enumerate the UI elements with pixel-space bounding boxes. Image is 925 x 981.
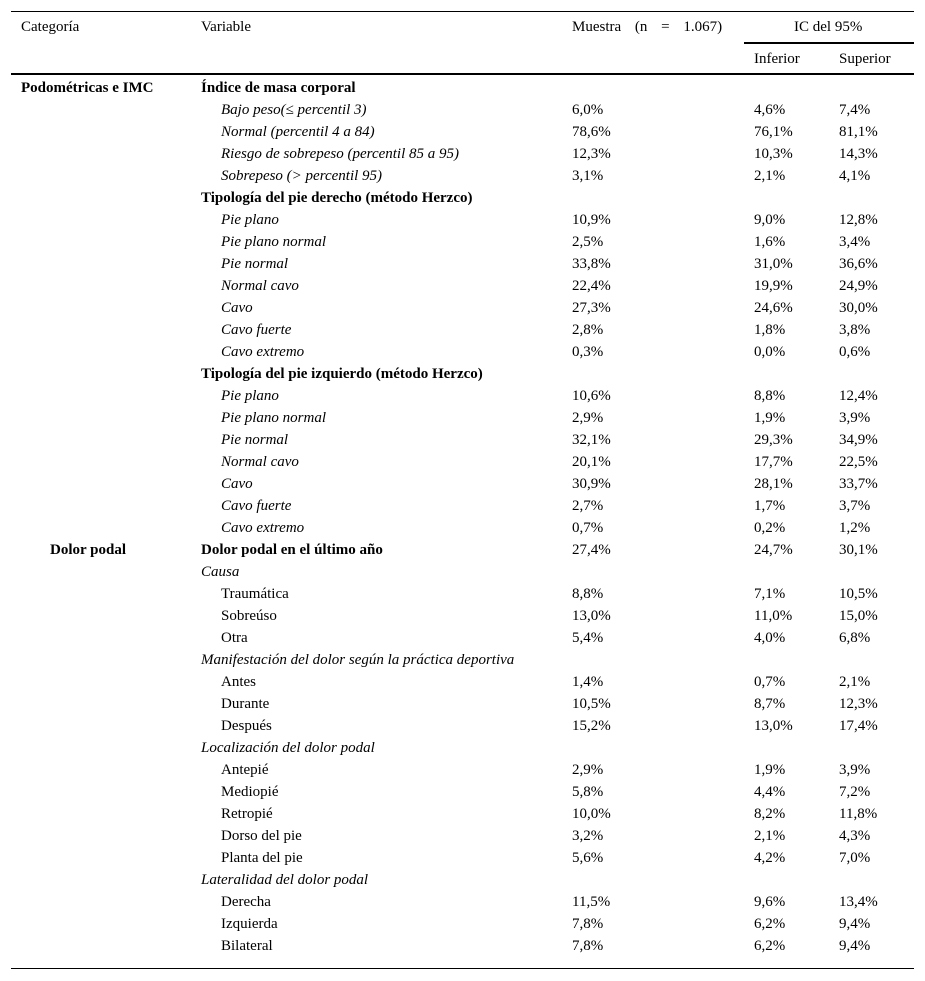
muestra-cell: 32,1% [572,432,611,448]
variable-cell: Mediopié [221,784,279,800]
superior-cell: 3,8% [839,322,871,338]
inferior-cell: 1,7% [754,498,786,514]
table-row [11,363,914,385]
superior-cell: 10,5% [839,586,878,602]
top-rule [11,11,914,12]
muestra-cell: 7,8% [572,938,604,954]
superior-cell: 7,2% [839,784,871,800]
table-row [11,495,914,517]
variable-cell: Antepié [221,762,269,778]
variable-cell: Planta del pie [221,850,303,866]
table-row [11,275,914,297]
table-row [11,605,914,627]
inferior-cell: 1,6% [754,234,786,250]
muestra-cell: 0,7% [572,520,604,536]
table-row [11,561,914,583]
muestra-cell: 30,9% [572,476,611,492]
inferior-cell: 0,7% [754,674,786,690]
header-inferior: Inferior [754,51,800,67]
table-row [11,231,914,253]
variable-cell: Pie plano normal [221,234,326,250]
muestra-cell: 12,3% [572,146,611,162]
ic-rule [744,42,914,44]
variable-cell: Bajo peso(≤ percentil 3) [221,102,367,118]
header-bottom-rule [11,73,914,75]
table-row [11,671,914,693]
table-row [11,385,914,407]
muestra-cell: 2,9% [572,410,604,426]
header-muestra: Muestra (n = 1.067) [572,19,723,35]
superior-cell: 4,3% [839,828,871,844]
muestra-cell: 2,5% [572,234,604,250]
superior-cell: 30,0% [839,300,878,316]
variable-cell: Manifestación del dolor según la práctica deportiva [201,652,515,668]
variable-cell: Después [221,718,272,734]
inferior-cell: 1,9% [754,762,786,778]
muestra-cell: 10,0% [572,806,611,822]
superior-cell: 36,6% [839,256,878,272]
variable-cell: Izquierda [221,916,278,932]
muestra-cell: 0,3% [572,344,604,360]
superior-cell: 3,4% [839,234,871,250]
table-row [11,913,914,935]
superior-cell: 15,0% [839,608,878,624]
variable-cell: Dolor podal en el último año [201,542,383,558]
variable-cell: Normal cavo [221,278,299,294]
superior-cell: 34,9% [839,432,878,448]
superior-cell: 11,8% [839,806,878,822]
superior-cell: 22,5% [839,454,878,470]
muestra-cell: 10,9% [572,212,611,228]
category-cell: Dolor podal [50,542,126,558]
muestra-cell: 10,5% [572,696,611,712]
muestra-cell: 5,4% [572,630,604,646]
table-row [11,341,914,363]
variable-cell: Normal cavo [221,454,299,470]
superior-cell: 0,6% [839,344,871,360]
superior-cell: 81,1% [839,124,878,140]
superior-cell: 3,9% [839,410,871,426]
variable-cell: Cavo [221,300,253,316]
table-row [11,319,914,341]
muestra-cell: 3,2% [572,828,604,844]
inferior-cell: 4,2% [754,850,786,866]
variable-cell: Derecha [221,894,271,910]
inferior-cell: 8,7% [754,696,786,712]
inferior-cell: 76,1% [754,124,793,140]
header-superior: Superior [839,51,891,67]
variable-cell: Tipología del pie izquierdo (método Herzco) [201,366,483,382]
superior-cell: 7,4% [839,102,871,118]
table-row [11,473,914,495]
inferior-cell: 0,0% [754,344,786,360]
inferior-cell: 2,1% [754,168,786,184]
muestra-cell: 15,2% [572,718,611,734]
table-row [11,825,914,847]
muestra-cell: 10,6% [572,388,611,404]
variable-cell: Sobreúso [221,608,277,624]
table-row [11,517,914,539]
inferior-cell: 19,9% [754,278,793,294]
table-row [11,759,914,781]
muestra-cell: 13,0% [572,608,611,624]
superior-cell: 3,9% [839,762,871,778]
muestra-cell: 2,8% [572,322,604,338]
superior-cell: 17,4% [839,718,878,734]
muestra-cell: 1,4% [572,674,604,690]
inferior-cell: 6,2% [754,938,786,954]
inferior-cell: 9,0% [754,212,786,228]
variable-cell: Cavo extremo [221,344,305,360]
muestra-cell: 6,0% [572,102,604,118]
table-row [11,99,914,121]
muestra-cell: 27,4% [572,542,611,558]
variable-cell: Dorso del pie [221,828,302,844]
table-row [11,407,914,429]
inferior-cell: 9,6% [754,894,786,910]
table-row [11,209,914,231]
variable-cell: Normal (percentil 4 a 84) [221,124,375,140]
superior-cell: 2,1% [839,674,871,690]
inferior-cell: 7,1% [754,586,786,602]
variable-cell: Pie normal [221,432,289,448]
superior-cell: 33,7% [839,476,878,492]
variable-cell: Cavo [221,476,253,492]
table-row [11,297,914,319]
variable-cell: Tipología del pie derecho (método Herzco) [201,190,473,206]
superior-cell: 24,9% [839,278,878,294]
table-row [11,143,914,165]
inferior-cell: 4,4% [754,784,786,800]
inferior-cell: 28,1% [754,476,793,492]
inferior-cell: 17,7% [754,454,793,470]
superior-cell: 1,2% [839,520,871,536]
superior-cell: 7,0% [839,850,871,866]
superior-cell: 9,4% [839,938,871,954]
header-variable: Variable [201,19,251,35]
table-row [11,121,914,143]
variable-cell: Otra [221,630,248,646]
muestra-cell: 78,6% [572,124,611,140]
inferior-cell: 24,7% [754,542,793,558]
superior-cell: 4,1% [839,168,871,184]
muestra-cell: 11,5% [572,894,611,910]
muestra-cell: 3,1% [572,168,604,184]
table-row [11,627,914,649]
superior-cell: 12,3% [839,696,878,712]
table-row [11,737,914,759]
muestra-cell: 27,3% [572,300,611,316]
bottom-rule [11,968,914,969]
muestra-cell: 2,9% [572,762,604,778]
inferior-cell: 6,2% [754,916,786,932]
table-row [11,935,914,957]
inferior-cell: 2,1% [754,828,786,844]
muestra-cell: 7,8% [572,916,604,932]
muestra-cell: 2,7% [572,498,604,514]
table-row [11,649,914,671]
variable-cell: Cavo fuerte [221,498,292,514]
variable-cell: Índice de masa corporal [201,80,356,96]
superior-cell: 6,8% [839,630,871,646]
table-row [11,539,914,561]
inferior-cell: 4,6% [754,102,786,118]
muestra-cell: 5,6% [572,850,604,866]
table-row [11,187,914,209]
variable-cell: Durante [221,696,270,712]
variable-cell: Sobrepeso (> percentil 95) [221,168,383,184]
variable-cell: Pie plano [221,388,279,404]
table-row [11,583,914,605]
inferior-cell: 31,0% [754,256,793,272]
variable-cell: Causa [201,564,240,580]
inferior-cell: 8,2% [754,806,786,822]
muestra-cell: 22,4% [572,278,611,294]
variable-cell: Cavo fuerte [221,322,292,338]
table-row [11,803,914,825]
muestra-cell: 8,8% [572,586,604,602]
table-row [11,165,914,187]
variable-cell: Riesgo de sobrepeso (percentil 85 a 95) [221,146,460,162]
superior-cell: 14,3% [839,146,878,162]
table-row [11,891,914,913]
superior-cell: 30,1% [839,542,878,558]
variable-cell: Pie normal [221,256,289,272]
superior-cell: 12,8% [839,212,878,228]
muestra-cell: 5,8% [572,784,604,800]
superior-cell: 3,7% [839,498,871,514]
table-row [11,869,914,891]
inferior-cell: 0,2% [754,520,786,536]
variable-cell: Retropié [221,806,273,822]
inferior-cell: 13,0% [754,718,793,734]
inferior-cell: 10,3% [754,146,793,162]
category-cell: Podométricas e IMC [21,80,154,96]
header-ic: IC del 95% [794,19,863,35]
superior-cell: 12,4% [839,388,878,404]
table-row [11,253,914,275]
variable-cell: Cavo extremo [221,520,305,536]
muestra-cell: 20,1% [572,454,611,470]
table-row [11,781,914,803]
inferior-cell: 1,8% [754,322,786,338]
variable-cell: Antes [221,674,256,690]
table-row [11,451,914,473]
muestra-cell: 33,8% [572,256,611,272]
variable-cell: Traumática [221,586,289,602]
table-row [11,77,914,99]
inferior-cell: 24,6% [754,300,793,316]
header-categoria: Categoría [21,19,80,35]
superior-cell: 9,4% [839,916,871,932]
table-row [11,847,914,869]
variable-cell: Pie plano normal [221,410,326,426]
table-row [11,429,914,451]
variable-cell: Localización del dolor podal [201,740,375,756]
inferior-cell: 1,9% [754,410,786,426]
table-row [11,693,914,715]
variable-cell: Bilateral [221,938,273,954]
inferior-cell: 29,3% [754,432,793,448]
superior-cell: 13,4% [839,894,878,910]
inferior-cell: 8,8% [754,388,786,404]
variable-cell: Pie plano [221,212,279,228]
inferior-cell: 11,0% [754,608,793,624]
variable-cell: Lateralidad del dolor podal [201,872,369,888]
inferior-cell: 4,0% [754,630,786,646]
table-row [11,715,914,737]
